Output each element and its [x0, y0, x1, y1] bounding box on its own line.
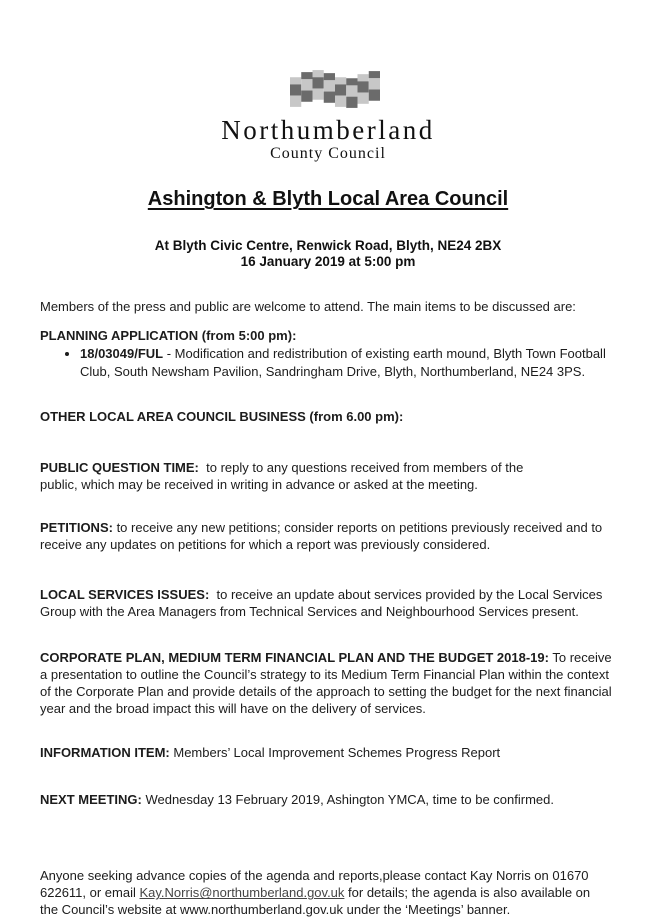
section-text: Wednesday 13 February 2019, Ashington YMCA, time to be confirmed. [141, 792, 554, 808]
other-business-heading: OTHER LOCAL AREA COUNCIL BUSINESS (from 6.00 pm): [40, 409, 404, 425]
section-label: PETITIONS: [40, 520, 113, 536]
email-link[interactable]: Kay.Norris@northumberland.gov.uk [139, 885, 345, 901]
intro-text: Members of the press and public are welcome to attend. The main items to be discussed are: [40, 299, 576, 315]
planning-application-item [80, 345, 616, 380]
section-text: to reply to any questions received from members of the public, which may be received in writing in advance or asked at the meeting. [40, 460, 527, 493]
meeting-venue: At Blyth Civic Centre, Renwick Road, Blyth, NE24 2BX [154, 238, 502, 254]
planning-ref: 18/03049/FUL [80, 346, 164, 362]
meeting-info [40, 238, 616, 269]
page-title: Ashington & Blyth Local Area Council [147, 188, 509, 211]
section-petitions [40, 519, 616, 553]
section-text: to receive any new petitions; consider reports on petitions previously received and to receive any updates on petitions for which a report was previously considered. [40, 520, 606, 553]
section-text: To receive a presentation to outline the Council’s strategy to its Medium Term Financial Plan within the context of the Corporate Plan and provide details of the approach to setting the budget for the next financial year and the broad impact this will have on the delivery of services. [40, 650, 616, 717]
section-text: Members’ Local Improvement Schemes Progress Report [169, 745, 501, 761]
meeting-datetime: 16 January 2019 at 5:00 pm [240, 253, 416, 269]
northumberland-flag-icon [290, 70, 380, 109]
planning-application-list [40, 345, 616, 380]
section-corporate-plan-budget [40, 649, 616, 717]
org-subtitle: County Council [270, 145, 386, 163]
footer-text-before-link: Anyone seeking advance copies of the agenda and reports,please contact Kay Norris on 01670 622611, or email [40, 868, 593, 901]
contact-footer [40, 867, 592, 918]
org-name: Northumberland [221, 115, 435, 145]
section-label: PUBLIC QUESTION TIME: [40, 460, 199, 476]
section-label: NEXT MEETING: [40, 792, 142, 808]
section-information-item [40, 744, 616, 761]
section-public-question-time [40, 459, 540, 493]
section-label: INFORMATION ITEM: [40, 745, 170, 761]
section-local-services-issues [40, 586, 616, 620]
section-label: LOCAL SERVICES ISSUES: [40, 587, 210, 603]
footer-text-after-link: for details; the agenda is also available on the Council’s website at www.northumberland.gov.uk under the ‘Meetings’ banner. [40, 885, 594, 918]
planning-description: - Modification and redistribution of existing earth mound, Blyth Town Football Club, South Newsham Pavilion, Sandringham Drive, Blyth, Northumberland, NE24 3PS. [80, 346, 610, 379]
section-label: CORPORATE PLAN, MEDIUM TERM FINANCIAL PLAN AND THE BUDGET 2018-19: [40, 650, 549, 666]
section-text: to receive an update about services provided by the Local Services Group with the Area Managers from Technical Services and Neighbourhood Services present. [40, 587, 607, 620]
council-logo [54, 70, 616, 114]
planning-application-heading: PLANNING APPLICATION (from 5:00 pm): [40, 328, 297, 344]
section-next-meeting [40, 791, 616, 808]
